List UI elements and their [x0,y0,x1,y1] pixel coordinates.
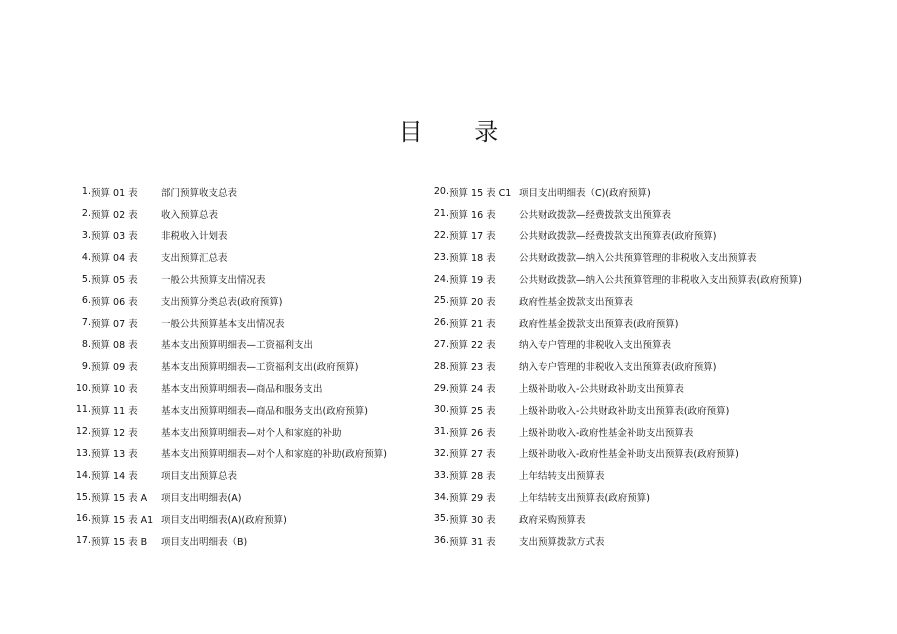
toc-entry-code: 预算 06 表 [91,296,138,308]
toc-entry-title: 基本支出预算明细表—对个人和家庭的补助(政府预算) [161,449,387,461]
toc-entry-number: 6. [81,295,91,307]
toc-entry-code: 预算 20 表 [449,296,496,308]
toc-entry-number: 30. [433,404,449,416]
toc-entry[interactable] [60,268,420,290]
toc-entry-number: 15. [75,491,91,503]
toc-entry[interactable] [60,246,420,268]
toc-entry[interactable] [418,486,858,508]
toc-entry-title: 政府采购预算表 [519,514,586,526]
toc-entry[interactable] [60,464,420,486]
toc-entry[interactable] [60,399,420,421]
toc-entry-title: 部门预算收支总表 [161,187,238,199]
toc-entry-title: 上级补助收入-公共财政补助支出预算表(政府预算) [519,405,730,417]
toc-entry-title: 公共财政拨款—经费拨款支出预算表 [519,209,672,221]
toc-entry[interactable] [60,486,420,508]
toc-entry-code: 预算 15 表 A [91,493,148,505]
toc-entry-title: 公共财政拨款—纳入公共预算管理的非税收入支出预算表(政府预算) [519,275,802,287]
toc-entry-number: 5. [81,273,91,285]
toc-left-column [60,181,420,552]
toc-entry[interactable] [418,225,858,247]
toc-entry[interactable] [418,355,858,377]
toc-entry-title: 纳入专户管理的非税收入支出预算表(政府预算) [519,362,717,374]
toc-entry-number: 29. [433,382,449,394]
toc-entry-code: 预算 19 表 [449,275,496,287]
toc-entry-number: 34. [433,491,449,503]
toc-entry-code: 预算 13 表 [91,449,138,461]
toc-entry-code: 预算 22 表 [449,340,496,352]
toc-entry-title: 基本支出预算明细表—工资福利支出(政府预算) [161,362,359,374]
toc-entry-title: 项目支出明细表（B) [161,536,248,548]
toc-entry-code: 预算 12 表 [91,427,138,439]
toc-entry-number: 7. [81,317,91,329]
toc-entry-code: 预算 30 表 [449,514,496,526]
toc-entry[interactable] [60,355,420,377]
toc-entry-number: 8. [81,338,91,350]
toc-entry[interactable] [418,443,858,465]
toc-entry-code: 预算 03 表 [91,231,138,243]
toc-entry-code: 预算 31 表 [449,536,496,548]
toc-entry-number: 33. [433,469,449,481]
toc-entry-number: 32. [433,447,449,459]
toc-entry[interactable] [418,421,858,443]
toc-entry-title: 基本支出预算明细表—商品和服务支出(政府预算) [161,405,368,417]
toc-entry-title: 上级补助收入-政府性基金补助支出预算表(政府预算) [519,449,739,461]
toc-entry-title: 非税收入计划表 [161,231,228,243]
toc-entry-number: 1. [81,186,91,198]
toc-entry[interactable] [60,181,420,203]
toc-entry-code: 预算 23 表 [449,362,496,374]
toc-entry-title: 公共财政拨款—纳入公共预算管理的非税收入支出预算表 [519,253,757,265]
toc-entry-number: 16. [75,513,91,525]
toc-entry-code: 预算 02 表 [91,209,138,221]
toc-entry-number: 25. [433,295,449,307]
toc-entry[interactable] [60,312,420,334]
toc-entry-number: 3. [81,229,91,241]
toc-entry[interactable] [60,225,420,247]
toc-entry-title: 上级补助收入-政府性基金补助支出预算表 [519,427,694,439]
toc-entry-number: 2. [81,208,91,220]
toc-entry-title: 收入预算总表 [161,209,219,221]
toc-entry-code: 预算 08 表 [91,340,138,352]
toc-entry-number: 26. [433,317,449,329]
toc-entry-code: 预算 26 表 [449,427,496,439]
toc-entry[interactable] [418,312,858,334]
toc-entry-number: 13. [75,447,91,459]
toc-entry-number: 14. [75,469,91,481]
toc-entry-number: 31. [433,426,449,438]
toc-entry-code: 预算 07 表 [91,318,138,330]
toc-entry-code: 预算 11 表 [91,405,138,417]
toc-entry[interactable] [418,268,858,290]
toc-entry-number: 24. [433,273,449,285]
toc-entry-code: 预算 15 表 B [91,536,148,548]
toc-entry-title: 项目支出明细表(A)(政府预算) [161,514,287,526]
toc-entry-code: 预算 09 表 [91,362,138,374]
toc-entry-code: 预算 27 表 [449,449,496,461]
toc-entry-number: 9. [81,360,91,372]
toc-entry-number: 10. [75,382,91,394]
toc-entry-title: 基本支出预算明细表—商品和服务支出 [161,384,323,396]
toc-entry[interactable] [418,399,858,421]
toc-entry-title: 支出预算分类总表(政府预算) [161,296,283,308]
toc-entry[interactable] [418,508,858,530]
toc-entry-title: 上级补助收入-公共财政补助支出预算表 [519,384,684,396]
page-title: 目 录 [398,118,521,146]
toc-entry-number: 28. [433,360,449,372]
toc-entry[interactable] [60,530,420,552]
toc-entry-code: 预算 18 表 [449,253,496,265]
toc-entry-number: 21. [433,208,449,220]
toc-entry-code: 预算 28 表 [449,471,496,483]
toc-entry-title: 项目支出明细表（C)(政府预算) [519,187,651,199]
toc-entry-title: 纳入专户管理的非税收入支出预算表 [519,340,672,352]
toc-entry-title: 上年结转支出预算表 [519,471,605,483]
toc-entry-code: 预算 15 表 C1 [449,187,512,199]
toc-entry-code: 预算 04 表 [91,253,138,265]
toc-entry[interactable] [418,181,858,203]
toc-entry[interactable] [60,443,420,465]
toc-entry[interactable] [418,464,858,486]
toc-entry-code: 预算 25 表 [449,405,496,417]
toc-entry-title: 一般公共预算支出情况表 [161,275,266,287]
toc-entry-title: 项目支出明细表(A) [161,493,242,505]
toc-entry[interactable] [60,290,420,312]
toc-entry-number: 27. [433,338,449,350]
toc-entry-code: 预算 29 表 [449,493,496,505]
toc-entry[interactable] [418,203,858,225]
toc-entry[interactable] [60,421,420,443]
toc-entry-title: 支出预算拨款方式表 [519,536,605,548]
toc-entry-title: 支出预算汇总表 [161,253,228,265]
toc-entry-code: 预算 16 表 [449,209,496,221]
toc-entry-title: 基本支出预算明细表—对个人和家庭的补助 [161,427,342,439]
toc-entry-number: 35. [433,513,449,525]
toc-entry[interactable] [60,377,420,399]
toc-entry[interactable] [60,334,420,356]
toc-entry-title: 上年结转支出预算表(政府预算) [519,493,650,505]
toc-entry[interactable] [418,246,858,268]
toc-entry-number: 23. [433,251,449,263]
toc-entry-number: 22. [433,229,449,241]
toc-entry[interactable] [418,377,858,399]
toc-entry-code: 预算 21 表 [449,318,496,330]
toc-entry[interactable] [60,203,420,225]
toc-right-column [418,181,858,552]
toc-entry-title: 基本支出预算明细表—工资福利支出 [161,340,314,352]
toc-entry-number: 4. [81,251,91,263]
toc-entry-number: 17. [75,535,91,547]
toc-entry-code: 预算 24 表 [449,384,496,396]
toc-entry[interactable] [418,530,858,552]
toc-entry-number: 20. [433,186,449,198]
toc-entry-code: 预算 15 表 A1 [91,514,154,526]
toc-entry-number: 11. [75,404,91,416]
toc-entry[interactable] [60,508,420,530]
toc-entry-title: 公共财政拨款—经费拨款支出预算表(政府预算) [519,231,717,243]
toc-entry-number: 12. [75,426,91,438]
toc-entry-code: 预算 17 表 [449,231,496,243]
toc-entry-title: 政府性基金拨款支出预算表 [519,296,634,308]
toc-entry-title: 项目支出预算总表 [161,471,238,483]
toc-entry-title: 政府性基金拨款支出预算表(政府预算) [519,318,679,330]
toc-entry-code: 预算 14 表 [91,471,138,483]
toc-entry-title: 一般公共预算基本支出情况表 [161,318,285,330]
toc-entry[interactable] [418,334,858,356]
toc-entry-number: 36. [433,535,449,547]
toc-entry-code: 预算 10 表 [91,384,138,396]
toc-entry-code: 预算 05 表 [91,275,138,287]
toc-entry[interactable] [418,290,858,312]
toc-entry-code: 预算 01 表 [91,187,138,199]
